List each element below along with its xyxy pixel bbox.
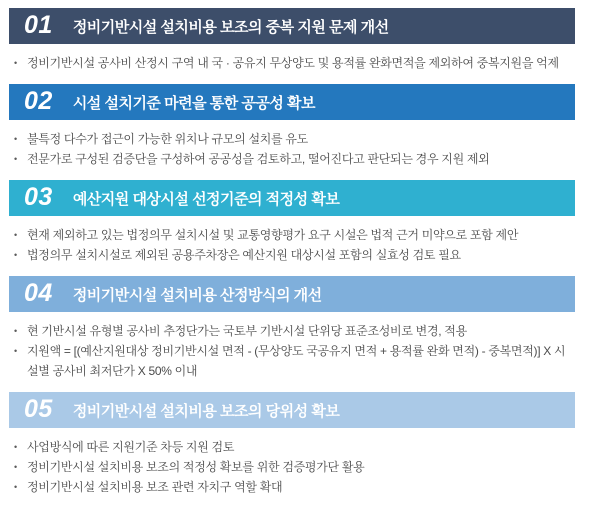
bullet-item xyxy=(14,437,575,457)
bullet-dot-icon: • xyxy=(14,482,17,492)
section-02-title: 시설 설치기준 마련을 통한 공공성 확보 xyxy=(72,94,315,112)
section-05-bullets xyxy=(9,428,575,508)
bullet-text: 전문가로 구성된 검증단을 구성하여 공공성을 검토하고, 떨어진다고 판단되는 경우 지원 제외 xyxy=(27,152,490,166)
bullet-dot-icon: • xyxy=(14,134,17,144)
section-05 xyxy=(9,392,575,508)
section-04 xyxy=(9,276,575,392)
section-05-number: 05 xyxy=(24,394,53,423)
bullet-item xyxy=(14,245,575,265)
section-02-header-bar xyxy=(9,84,575,120)
section-03-bullets xyxy=(9,216,575,276)
section-03-number: 03 xyxy=(24,182,53,211)
bullet-text: 지원액 = [(예산지원대상 정비기반시설 면적 - (무상양도 국공유지 면적 + 용적률 완화 면적) - 중복면적)] X 시설별 공사비 최저단가 X 50% 이내 xyxy=(27,344,566,378)
bullet-text: 정비기반시설 설치비용 보조의 적정성 확보를 위한 검증평가단 활용 xyxy=(27,460,365,474)
bullet-item xyxy=(14,321,575,341)
bullet-dot-icon: • xyxy=(14,58,17,68)
bullet-item xyxy=(14,477,575,497)
section-01-bullets xyxy=(9,44,575,84)
bullet-dot-icon: • xyxy=(14,326,17,336)
section-04-title: 정비기반시설 설치비용 산정방식의 개선 xyxy=(72,286,322,304)
section-04-bullets xyxy=(9,312,575,392)
section-04-number: 04 xyxy=(24,278,53,307)
section-01-number: 01 xyxy=(24,10,53,39)
bullet-text: 정비기반시설 설치비용 보조 관련 자치구 역할 확대 xyxy=(27,480,283,494)
section-03 xyxy=(9,180,575,276)
section-03-header-bar xyxy=(9,180,575,216)
bullet-dot-icon: • xyxy=(14,230,17,240)
section-03-title: 예산지원 대상시설 선정기준의 적정성 확보 xyxy=(72,190,340,208)
bullet-item xyxy=(14,341,575,381)
bullet-dot-icon: • xyxy=(14,154,17,164)
section-01 xyxy=(9,8,575,84)
section-02 xyxy=(9,84,575,180)
bullet-dot-icon: • xyxy=(14,442,17,452)
bullet-item xyxy=(14,457,575,477)
bullet-dot-icon: • xyxy=(14,250,17,260)
section-05-header-bar xyxy=(9,392,575,428)
section-05-title: 정비기반시설 설치비용 보조의 당위성 확보 xyxy=(72,402,340,420)
bullet-text: 법정의무 설치시설로 제외된 공용주차장은 예산지원 대상시설 포함의 실효성 검토 필요 xyxy=(27,248,461,262)
bullet-text: 사업방식에 따른 지원기준 차등 지원 검토 xyxy=(27,440,235,454)
bullet-text: 정비기반시설 공사비 산정시 구역 내 국 · 공유지 무상양도 및 용적률 완화면적을 제외하여 중복지원을 억제 xyxy=(27,56,559,70)
section-01-header-bar xyxy=(9,8,575,44)
bullet-item xyxy=(14,129,575,149)
section-01-title: 정비기반시설 설치비용 보조의 중복 지원 문제 개선 xyxy=(72,18,389,36)
bullet-text: 현 기반시설 유형별 공사비 추정단가는 국토부 기반시설 단위당 표준조성비로 변경, 적용 xyxy=(27,324,467,338)
bullet-dot-icon: • xyxy=(14,462,17,472)
bullet-text: 현재 제외하고 있는 법정의무 설치시설 및 교통영향평가 요구 시설은 법적 근거 미약으로 포함 제안 xyxy=(27,228,519,242)
section-02-bullets xyxy=(9,120,575,180)
bullet-item xyxy=(14,225,575,245)
bullet-item xyxy=(14,149,575,169)
bullet-text: 불특정 다수가 접근이 가능한 위치나 규모의 설치를 유도 xyxy=(27,132,308,146)
section-04-header-bar xyxy=(9,276,575,312)
bullet-dot-icon: • xyxy=(14,346,17,356)
bullet-item xyxy=(14,53,575,73)
section-02-number: 02 xyxy=(24,86,53,115)
